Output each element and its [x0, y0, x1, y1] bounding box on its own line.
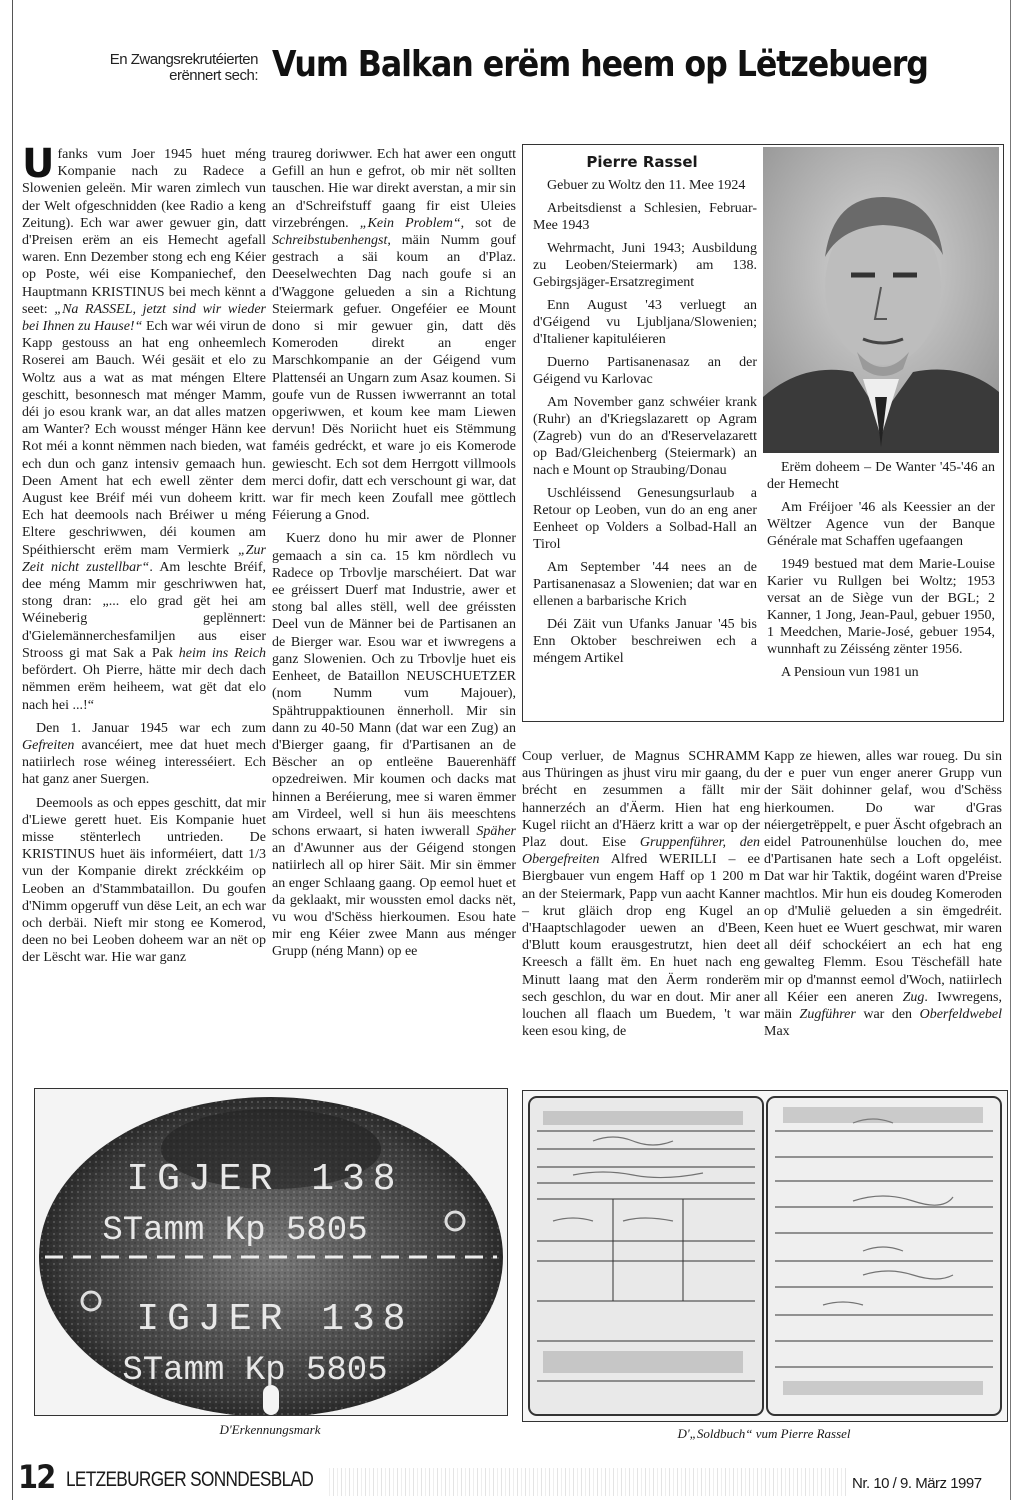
- dog-tag-line-3: IGJER 138: [136, 1298, 414, 1341]
- biography-item: Am Fréijoer '46 als Keessier an der Wëltzer Agence vun der Banque Générale mat Schaffen ugefaangen: [767, 500, 995, 549]
- italic-text: Gruppenführer, den Obergefreiten: [522, 835, 760, 868]
- biography-item: Wehrmacht, Juni 1943; Ausbildung zu Leoben/Steiermark) am 138. Gebirgsjäger-Ersatzregiment: [533, 241, 757, 290]
- italic-text: heim ins Reich: [178, 645, 266, 661]
- article-paragraph: [22, 795, 266, 967]
- biography-item: Déi Zäit vun Ufanks Januar '45 bis Enn Oktober beschreiwen ech a méngem Artikel: [533, 617, 757, 666]
- text-run: Alfred WERILLI – ee Biergbauer vun engem Haff op 1 200 m an der Steiermark, Papp vun aacht Kanner – krut gläich drop eng Kugel an d'Haaptschlagoder uewen an d'Been, d'Blutt koum erausgestrutzt, hien deet Kreesch a fällt ëm. En huet nach eng Minutt laang mat den Äerm ronderëm sech geschlon, du war en dout. Mir aner louchen all flaach um Buedem, 't war keen esou king, de: [522, 852, 760, 1040]
- article-paragraph: [22, 141, 267, 714]
- biography-title: Pierre Rassel: [586, 153, 698, 171]
- article-column-3: [522, 748, 760, 1046]
- footer-texture: [326, 1468, 846, 1496]
- page-border-left: [12, 0, 13, 1500]
- text-run: befördert. Oh Pierre, hätte mir dech dach nëmmen erëm heiheem, wat gët dat elo nach hei ...!“: [22, 663, 266, 713]
- text-run: Max: [764, 1024, 790, 1040]
- italic-text: Oberfeldwebel: [919, 1007, 1003, 1023]
- italic-text: Zug: [902, 989, 925, 1005]
- text-run: Kapp ze hiewen, alles war roueg. Du sin der e puer vun enger anerer Grupp vun der Säit dohinner gelaf, wou d'Schëss hierkoumen. Do war d'Gras néiergetrëppelt, e puer Äscht ofgebrach an eidel Patrounenhülse louchen do, mee d'Partisanen hate sech a Loft opgeléist. Dat war hir Taktik, dogéint waren d'Preise machtlos. Mir hun eis doudeg Komeroden op d'Mulië gelueden a sin ëmgedréit. Keen huet ee Wuert geschwat, mir waren all déif schockéiert an ech hat eng gewalteg Flemm. Esou Tëschefäll hate mir op d'mannst eemol d'Woch, natiirlech all Kéier een aneren: [764, 749, 1002, 1005]
- publication-name: LETZEBURGER SONNDESBLAD: [66, 1468, 314, 1491]
- dog-tag-caption: D'Erkennungsmark: [219, 1422, 321, 1437]
- biography-item: Am September '44 nees an de Partisanenasaz a Slowenien; dat war en ellenen a barbarische Krich: [533, 560, 757, 609]
- portrait-photo: [763, 147, 999, 453]
- italic-text: Gefreiten: [22, 737, 75, 753]
- article-column-4: [764, 748, 1002, 1046]
- biography-item: Arbeitsdienst a Schlesien, Februar-Mee 1943: [533, 201, 757, 233]
- italic-text: „Kein Problem“: [359, 215, 461, 231]
- biography-item: A Pensioun vun 1981 un: [781, 665, 919, 680]
- article-paragraph: [764, 748, 1002, 1040]
- text-run: , sot de: [460, 215, 516, 231]
- text-run: . Iwwregens, mäin: [764, 989, 1002, 1023]
- italic-text: Späher: [476, 823, 516, 839]
- text-run: Deemools as och eppes geschitt, dat mir d'Liewe gerett huet. Eis Kompanie huet misse stënterlech untrieden. De KRISTINUS huet äis informéiert, datt 1/3 vun der Kompanie direkt zréckkéim op Leoben an d'Stammbataillon. Du goufen d'Nimm opgeruff vun dëse Leit, an ech war och derbäi. Nieft mir stong ee Komerod, deen no bei Leoben doheem war an nët op der Lëscht war. Hie war ganz: [22, 795, 266, 966]
- italic-text: Schreibstubenhengst: [272, 233, 388, 249]
- dog-tag-line-1: IGJER 138: [126, 1158, 404, 1201]
- biography-item: Uschléissend Genesungsurlaub a Retour op Leoben, vun do an eng aner Eenheet op Volders a Solbad-Hall an Tirol: [533, 486, 757, 552]
- kicker-line-2: erënnert sech:: [169, 67, 258, 84]
- article-paragraph: [522, 748, 760, 1040]
- dog-tag-photo: [34, 1088, 508, 1416]
- drop-cap: U: [22, 141, 55, 187]
- text-run: , mäin Numm gouf gestrach a säi koum an d'Plaz. Deeselwechten Dag nach goufe si an d'Waggone gelueden a sin a Richtung Steiermark gefuer. Ongeféier ee Mount dono si mir gewuer gin, datt dës Komeroden direkt an enger Marschkompanie an der Géigend vum Plattenséi an Ungarn zum Asaz koumen. Si goufe vun de Russen iwwerrannt an total opgeriwwen, et koum kee mam Liewen dervun! Dës Noriicht huet eis Stëmmung faméis gedréckt, et ware jo eis Komerode gewiescht. Ech sot dem Herrgott villmools merci dofir, datt ech verschount gi war, dat war fir mech keen Zoufall mee göttlech Féierung a Gnod.: [272, 233, 516, 524]
- biography-item: Enn August '43 verluegt an d'Géigend vu Ljubljana/Slowenien; d'Italiener kapituléieren: [533, 298, 757, 347]
- issue-date: Nr. 10 / 9. März 1997: [852, 1475, 982, 1492]
- article-paragraph: [272, 530, 516, 960]
- biography-list-left: [533, 177, 757, 673]
- article-paragraph: [272, 146, 516, 524]
- text-run: an d'Awunner aus der Géigend stongen natiirlech all op hirer Säit. Mir sin ëmmer an enger Schlaang gaang. Op eemol huet et da geklaakt, mir woussten emol dacks nët, vu wou d'Schëss hierkoumen. Esou hate mir eng Kéier zwee Mann aus ménger Grupp (néng Mann) op ee: [272, 841, 516, 960]
- dog-tag-line-2: STamm Kp 5805: [102, 1212, 368, 1250]
- italic-text: Zugführer: [799, 1007, 856, 1023]
- text-run: avancéiert, mee dat huet mech natiirlech rose wéineg interesséiert. Ech hat ganz aner Suergen.: [22, 737, 266, 788]
- biography-list-right: [767, 459, 995, 687]
- article-column-1: [22, 141, 267, 973]
- italic-text: „Zur Zeit nicht zustellbar“: [22, 542, 266, 575]
- kicker-line-1: En Zwangsrekrutéierten: [109, 51, 258, 68]
- text-run: Coup verluer, de Magnus SCHRAMM aus Thüringen as jhust viru mir gaang, du brécht en zesummen a fällt mir hannerzéch an d'Äerm. Hien hat eng Kugel riicht an d'Häerz kritt a war op der Plaz dout. Eise: [522, 749, 760, 851]
- text-run: Den 1. Januar 1945 war ech zum: [36, 720, 266, 736]
- kicker: [30, 52, 258, 84]
- biography-item: Duerno Partisanenasaz an der Géigend vu Karlovac: [533, 355, 757, 387]
- article-paragraph: [22, 720, 266, 789]
- biography-item: Gebuer zu Woltz den 11. Mee 1924: [547, 178, 746, 193]
- biography-item: Am November ganz schwéier krank (Ruhr) an d'Kriegslazarett op Agram (Zagreb) vun do an d'Reservelazarett op Bad/Gleichenberg (Steiermark) an nach e Mount op Straubing/Donau: [533, 395, 757, 478]
- page-number: 12: [18, 1458, 55, 1496]
- dog-tag-line-4: STamm Kp 5805: [122, 1352, 388, 1390]
- article-column-2: [272, 146, 516, 967]
- italic-text: „Na RASSEL, jetzt sind wir wieder bei Ihnen zu Hause!“: [22, 301, 267, 335]
- text-run: Ech war wéi virun de Kapp gestouss an hat eng onheemlech Roserei am Bauch. Wéi gesäit et elo zu Woltz aus a wat as mat méngen Eltere geschitt, besonnesch mat ménger Mamm, déi jo esou krank war, an dat alles matzen am Wanter? Ech wousst ménger Hänn kee Rot méi a konnt nëmmen nach bieden, wat ech dun och ganz intensiv gemaach hun. Deen Ament hat ech ewell zënter dem August kee Bréif méi vun doheem kritt. Ech hat deemools nach Bréiwer u méng Eltere geschriwwen, déi koumen am Spéithierscht erëm mam Vermierk: [22, 319, 267, 558]
- headline: Vum Balkan erëm heem op Lëtzebuerg: [272, 44, 928, 85]
- biography-box: [522, 144, 1004, 722]
- text-run: war den: [855, 1007, 920, 1023]
- text-run: fanks vum Joer 1945 huet méng Kompanie nach zu Radece a Slowenien geleën. Mir waren zimlech vun der Welt ofgeschnidden (kee Radio a keng Zeitung). Ech war awer gewuer gin, datt d'Preisen erëm an eis Hemecht agefall waren. Enn Dezember stong ech eng Kéier op Poste, wéi eise Kompaniechef, den Hauptmann KRISTINUS bei mech kënnt a seet:: [22, 147, 266, 317]
- biography-item: 1949 bestued mat dem Marie-Louise Karier vu Rullgen bei Woltz; 1953 versat an de Siège vun der BGL; 2 Kanner, 1 Jong, Jean-Paul, gebuer 1950, 1 Meedchen, Marie-José, gebuer 1954, wunnhaft zu Zéisséng zënter 1956.: [767, 557, 995, 657]
- soldbuch-photo: [522, 1090, 1008, 1422]
- biography-item: Erëm doheem – De Wanter '45-'46 an der Hemecht: [767, 460, 995, 492]
- text-run: . Am leschte Bréif, dee méng Mamm mir geschriwwen hat, stong dran: „... elo grad gët hei am Wéineberig geplënnert: d'Gielemännerchesfamiljen aus eiser Strooss gi mat Sak a Pak: [22, 559, 266, 661]
- page-border-right: [1010, 0, 1011, 1500]
- text-run: Kuerz dono hu mir awer de Plonner gemaach a sin ca. 15 km nördlech vu Radece op Trbovlje marschéiert. Dat war ee gréissert Duerf mat Industrie, awer et stong bal alles stëll, well dee gréissten Deel vun de Männer bei de Partisanen an de Bierger war. Esou war et iwwregens a ganz Slowenien. Och zu Trbovlje huet eis Eenheet, de Bataillon NEUSCHUETZER (nom Numm vum Majouer), Spähtruppaktiounen ënnerholl. Mir sin dann zu 40-50 Mann (dat war een Zug) an d'Bierger gaang, fir d'Partisanen an de Bëscher an op entleëne Bauerenhäff opzedreiwen. Mir koumen och dacks mat hinnen a Beréierung, mee si waren ëmmer am Virdeel, well si hun äis meeschtens schons erwaart, si haten iwwerall: [272, 531, 516, 839]
- soldbuch-caption: D'„Soldbuch“ vum Pierre Rassel: [677, 1426, 851, 1441]
- text-run: traureg doriwwer. Ech hat awer een ongutt Gefill an hun e gefrot, ob mir nët sollten tauschen. Hie war direkt averstan, a mir sin an d'Schreifstuff gaang fir eist Uleies virzebréngen.: [272, 147, 516, 231]
